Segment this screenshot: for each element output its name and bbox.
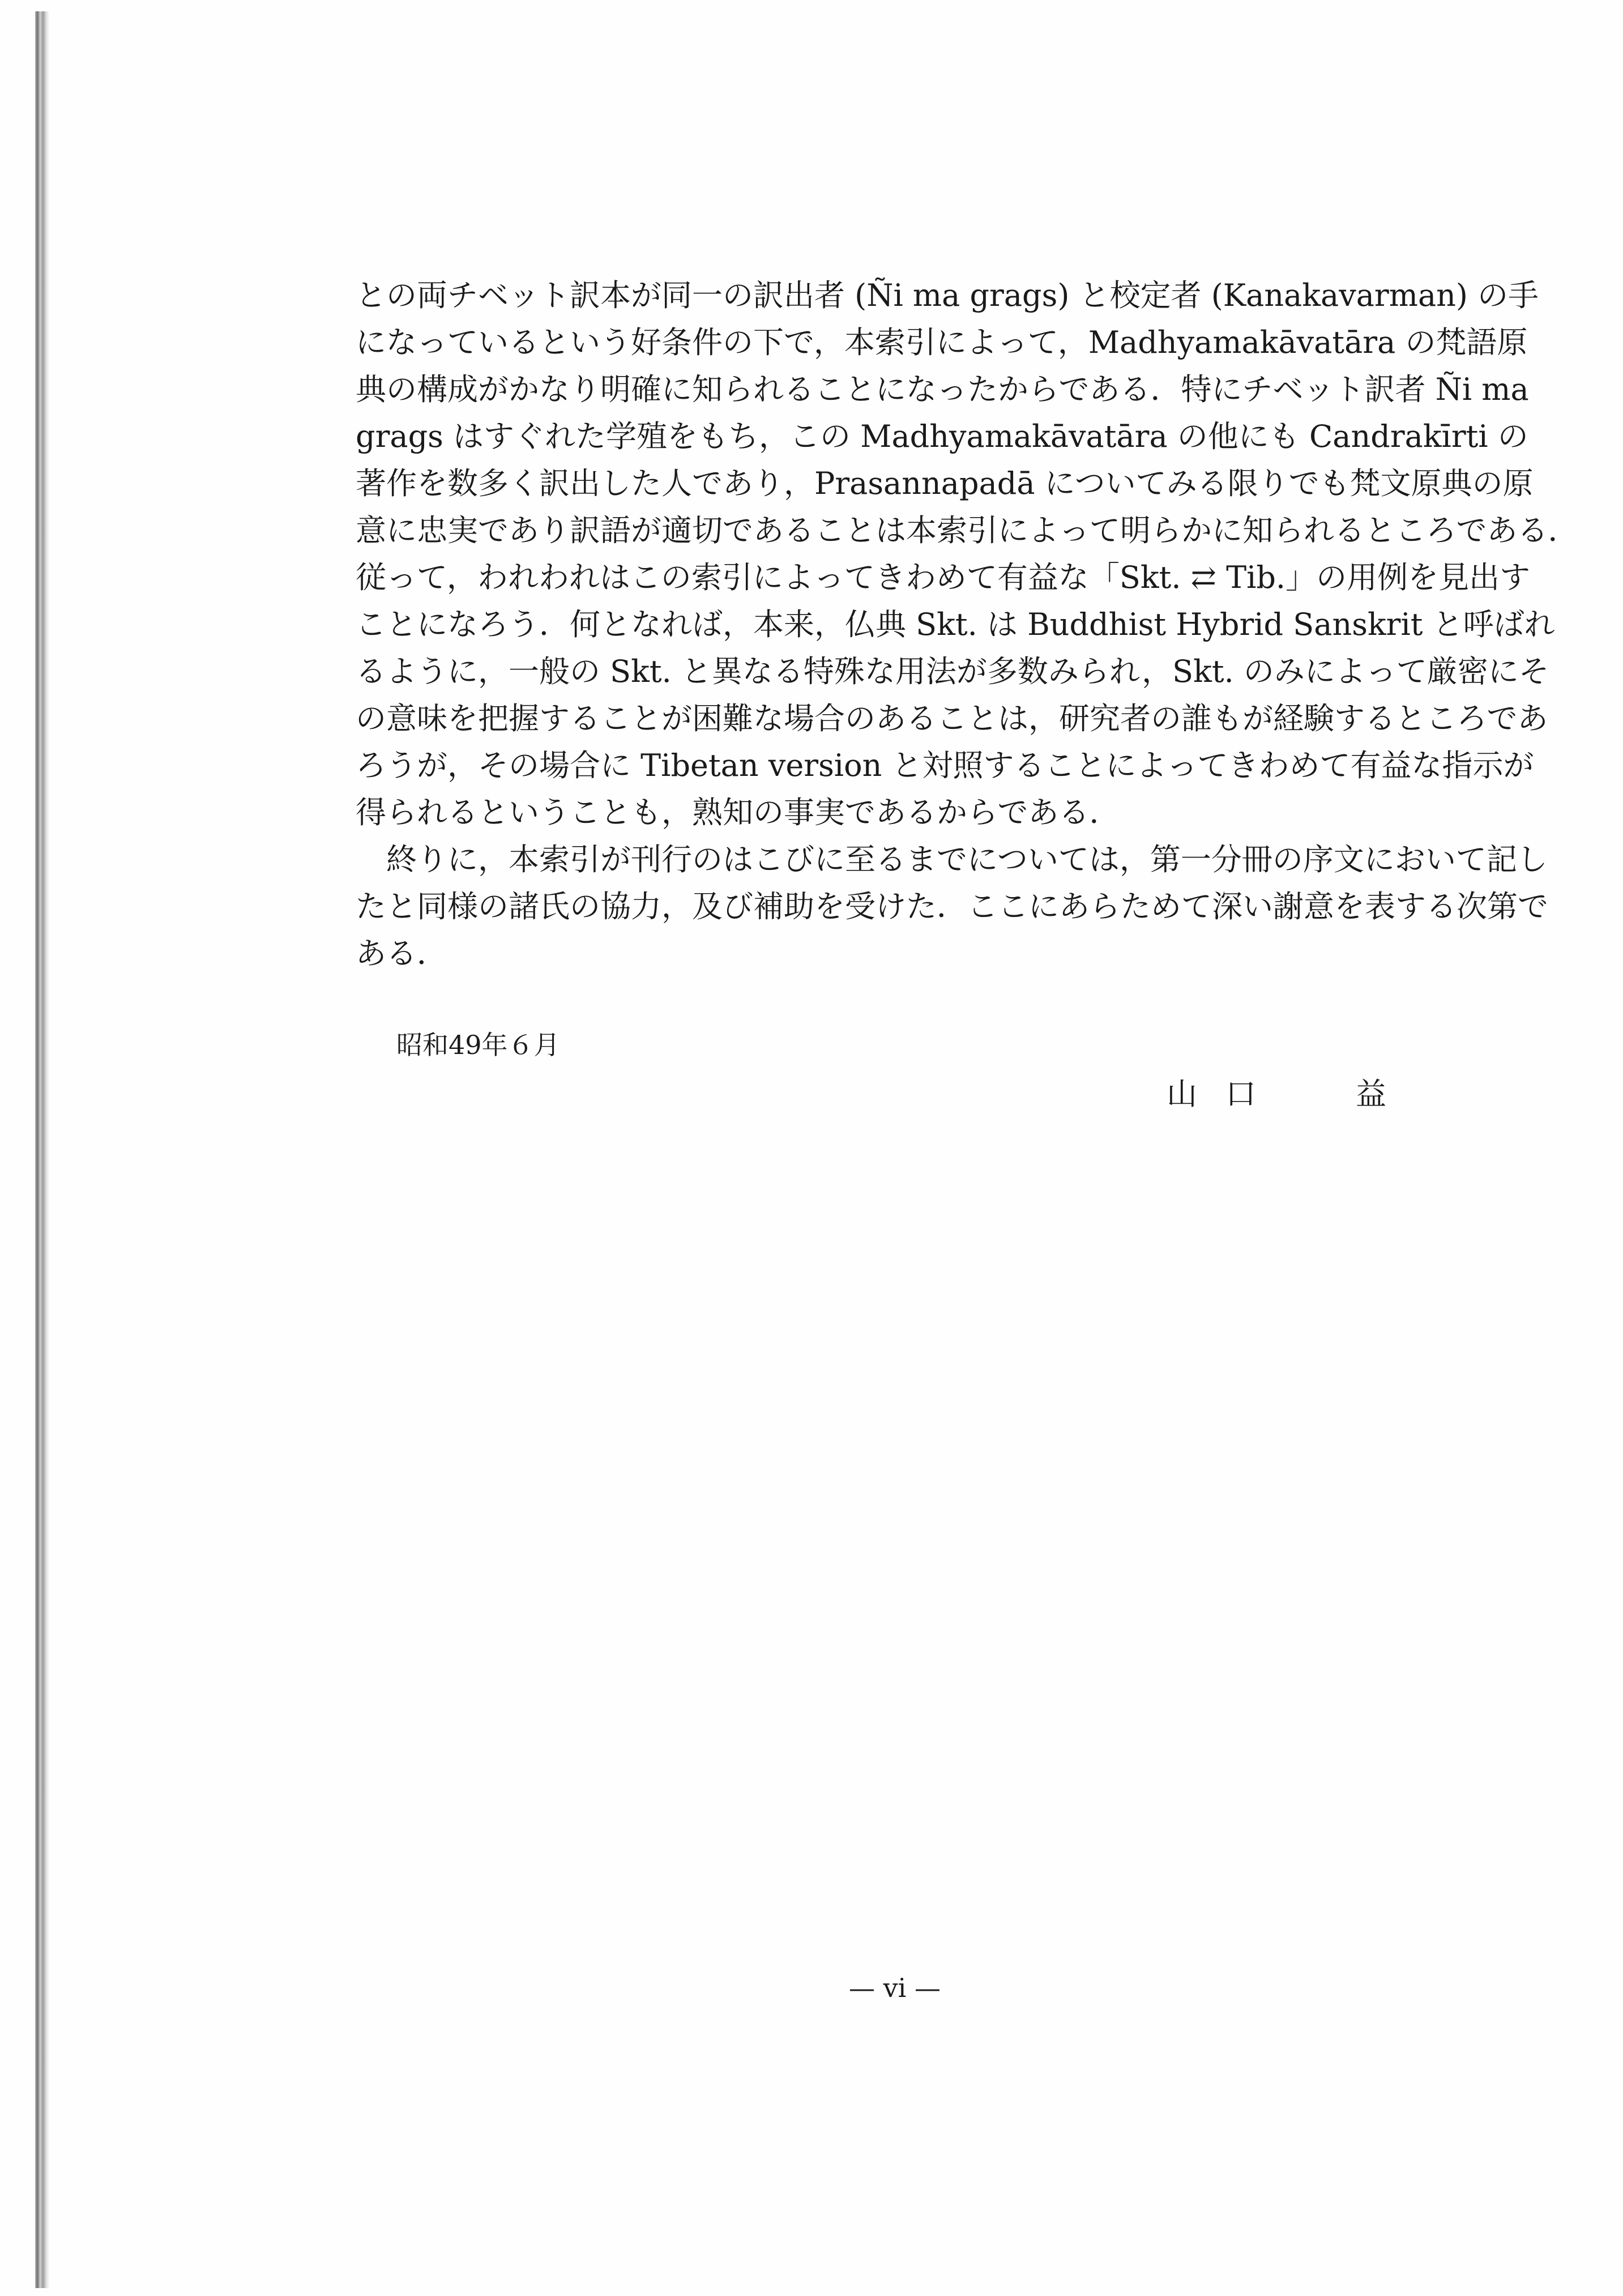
preface-body	[356, 272, 1579, 977]
text-line: 終りに，本索引が刊行のはこびに至るまでについては，第一分冊の序文において記し	[386, 842, 1548, 877]
text-line: 意に忠実であり訳語が適切であることは本索引によって明らかに知られるところである．	[356, 513, 1579, 548]
text-line: るように，一般の Skt. と異なる特殊な用法が多数みられ，Skt. のみによって厳密にそ	[356, 654, 1549, 689]
text-line: との両チベット訳本が同一の訳出者 (Ñi ma grags) と校定者 (Kanakavarman) の手	[356, 278, 1539, 313]
page-number: — vi —	[849, 1973, 941, 2003]
text-line: 従って，われわれはこの索引によってきわめて有益な「Skt. ⇄ Tib.」の用例を見出す	[356, 560, 1531, 595]
text-line: ろうが，その場合に Tibetan version と対照することによってきわめて有益な指示が	[356, 748, 1534, 783]
text-line: ある．	[356, 936, 447, 971]
author-given-name: 益	[1356, 1076, 1386, 1112]
text-line: の意味を把握することが困難な場合のあることは，研究者の誰もが経験するところであ	[356, 701, 1548, 736]
text-line: 得られるということも，熟知の事実であるからである．	[356, 795, 1120, 830]
scan-binding-edge	[35, 11, 50, 2288]
text-line: ことになろう．何となれば，本来，仏典 Skt. は Buddhist Hybrid Sanskrit と呼ばれ	[356, 607, 1555, 642]
author-family-char-1: 山	[1167, 1076, 1197, 1112]
author-family-char-2: 口	[1225, 1076, 1256, 1112]
text-line: 著作を数多く訳出した人であり，Prasannapadā についてみる限りでも梵文原典の原	[356, 466, 1534, 501]
text-line: 典の構成がかなり明確に知られることになったからである．特にチベット訳者 Ñi ma	[356, 372, 1529, 407]
preface-date: 昭和49年６月	[396, 1030, 560, 1060]
text-line: grags はすぐれた学殖をもち，この Madhyamakāvatāra の他にも Candrakīrti の	[356, 419, 1528, 454]
author-signature	[1167, 1074, 1386, 1114]
text-line: たと同様の諸氏の協力，及び補助を受けた．ここにあらためて深い謝意を表する次第で	[356, 889, 1548, 924]
text-line: になっているという好条件の下で，本索引によって，Madhyamakāvatāra の梵語原	[356, 325, 1528, 360]
